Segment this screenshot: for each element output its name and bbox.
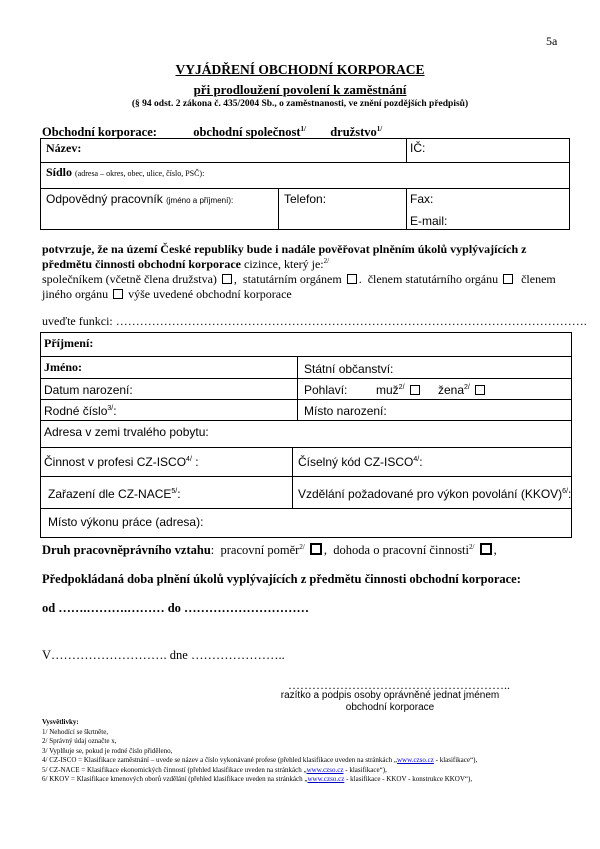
org-ico-field[interactable]: IČ: bbox=[410, 141, 426, 155]
relation-line: Druh pracovněprávního vztahu: pracovní poměr$^{2/}$ , dohoda o pracovní činnosti$^{2/}$ , bbox=[42, 542, 497, 557]
sex-field: Pohlaví: bbox=[304, 383, 348, 397]
czso-link[interactable]: www.czso.cz bbox=[306, 765, 344, 774]
checkbox-male[interactable] bbox=[410, 385, 420, 395]
male-option: muž$^{2/}$ bbox=[376, 383, 422, 397]
birthdate-field[interactable]: Datum narození: bbox=[44, 383, 133, 397]
page-number: 5a bbox=[546, 34, 558, 48]
duration-title: Předpokládaná doba plnění úkolů vyplývajících z předmětu činnosti obchodní korporace: bbox=[42, 572, 521, 586]
org-name-field[interactable]: Název: bbox=[46, 141, 82, 155]
checkbox-other-body-member[interactable] bbox=[113, 289, 123, 299]
nace-field[interactable]: Zařazení dle $CZ-NACE^{5/}$: bbox=[48, 487, 181, 501]
org-responsible-field[interactable]: Odpovědný pracovník (jméno a příjmení): bbox=[46, 192, 234, 206]
org-email-field[interactable]: E-mail: bbox=[410, 214, 448, 228]
legal-reference: (§ 94 odst. 2 zákona č. 435/2004 Sb., o zaměstnanosti, ve znění pozdějších předpisů) bbox=[131, 99, 469, 109]
org-fax-field[interactable]: Fax: bbox=[410, 192, 434, 206]
birthnumber-field[interactable]: Rodné číslo$^{3/}$: bbox=[44, 404, 117, 418]
isco-code-field[interactable]: Číselný kód $CZ-ISCO^{4/}$: bbox=[298, 455, 423, 469]
org-phone-field[interactable]: Telefon: bbox=[284, 192, 327, 206]
checkbox-female[interactable] bbox=[475, 385, 485, 395]
citizenship-field[interactable]: Státní občanství: bbox=[304, 362, 394, 376]
signature-caption: razítko a podpis osoby oprávněné jednat jménem obchodní korporace bbox=[280, 690, 500, 713]
checkbox-partner[interactable] bbox=[222, 274, 232, 284]
document-subtitle: při prodloužení povolení k zaměstnání bbox=[193, 82, 407, 97]
org-label: Obchodní korporace: bbox=[42, 125, 157, 139]
workplace-field[interactable]: Místo výkonu práce (adresa): bbox=[48, 515, 204, 529]
education-field[interactable]: Vzdělání požadované pro výkon povolání (KKOV)$^{6/}$: bbox=[298, 487, 572, 501]
document-title: VYJÁDŘENÍ OBCHODNÍ KORPORACE bbox=[175, 62, 425, 77]
surname-field[interactable]: Příjmení: bbox=[44, 336, 94, 350]
signature-dots[interactable]: ……………………………………………….. bbox=[288, 678, 510, 692]
checkbox-employment[interactable] bbox=[310, 543, 322, 555]
birthplace-field[interactable]: Místo narození: bbox=[304, 404, 387, 418]
place-date-line[interactable]: V………………………. dne ………………….. bbox=[42, 648, 285, 662]
czso-link[interactable]: www.czso.cz bbox=[396, 756, 434, 764]
czso-link[interactable]: www.czso.cz bbox=[307, 775, 345, 783]
checkbox-statutory-body[interactable] bbox=[347, 274, 357, 284]
footnote-ref: 1/ bbox=[300, 124, 306, 133]
org-option-cooperative[interactable]: družstvo bbox=[330, 125, 377, 139]
occupation-field[interactable]: Činnost v profesi $CZ-ISCO^{4/}$ : bbox=[44, 455, 199, 469]
duration-line[interactable]: od …….……….……… do ………………………… bbox=[42, 601, 310, 615]
address-field[interactable]: Adresa v zemi trvalého pobytu: bbox=[44, 425, 209, 439]
female-option: žena$^{2/}$ bbox=[438, 383, 487, 397]
firstname-field[interactable]: Jméno: bbox=[44, 360, 82, 374]
org-table bbox=[40, 138, 570, 230]
org-option-company[interactable]: obchodní společnost bbox=[193, 125, 301, 139]
checkbox-statutory-member[interactable] bbox=[503, 274, 513, 284]
confirmation-paragraph: potvrzuje, že na území České republiky bude i nadále pověřovat plněním úkolů vyplývajících z předmětu činnosti obchodní korporace cizince, který je:$^{2/}$ společníkem (včetně člena družstva) , statutárním orgánem . členem statutárního orgánu členem jiného orgánu výše uvedené obchodní korporace bbox=[42, 242, 556, 301]
function-line[interactable]: uveďte funkci: ………………………………………………………………………………………………………. bbox=[42, 314, 587, 328]
explanatory-notes: Vysvětlivky: 1/ Nehodící se škrtněte, 2/ Správný údaj označte x, 3/ Vyplňuje se, pokud je rodné číslo přiděleno, 4/ CZ-ISCO = Klasifikace zaměstnání – uvede se název a číslo vykonávané profese (přehled klasifikace uveden na stránkách „www.czso.cz - klasifikace“), 5/ CZ-NACE = Klasifikace ekonomických činností (přehled klasifikace uveden na stránkách „www.czso.cz - klasifikace“), 6/ KKOV = Klasifikace kmenových oborů vzdělání (přehled klasifikace uveden na stránkách „www.czso.cz - klasifikace - KKOV - konstrukce KKOV“), bbox=[42, 718, 478, 783]
org-seat-field[interactable]: Sídlo (adresa – okres, obec, ulice, číslo, PSČ): bbox=[46, 165, 205, 179]
footnote-ref: 1/ bbox=[376, 124, 383, 133]
checkbox-work-agreement[interactable] bbox=[480, 543, 492, 555]
